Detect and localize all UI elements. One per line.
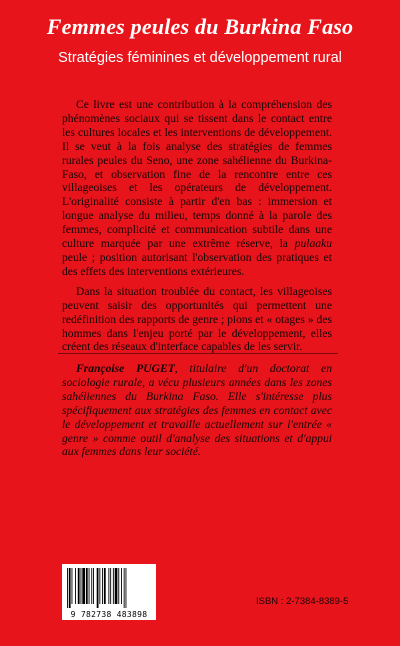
barcode xyxy=(62,564,156,620)
summary-p1-start: Ce livre est une contribution à la compréhension des phénomènes sociaux qui se tissent dans le contact entre les cultures locales et les interventions de développement. Il se veut à la fois analyse des stratégies de femmes rurales peules du Seno, une zone sahélienne du Burkina-Faso, et observation fine de la rencontre entre ces villageoises et les opérateurs de développement. L'originalité consiste à partir d'en bas : immersion et longue analyse du milieu, temps donné à la parole des femmes, complicité et communication subtile dans une culture marquée par une extrême réserve, la xyxy=(62,98,332,251)
summary-p1-end: peule ; position autorisant l'observation des pratiques et des effets des interventions extérieures. xyxy=(62,250,332,278)
author-bio-text: , titulaire d'un doctorat en sociologie rurale, a vécu plusieurs années dans les zones sahéliennes du Burkina Faso. Elle s'intéresse plus spécifiquement aux stratégies des femmes en contact avec le développement et travaille actuellement sur l'entrée « genre » comme outil d'analyse des situations et d'appui aux femmes dans leur société. xyxy=(62,362,332,459)
barcode-digits: 9 782738 483898 xyxy=(70,610,148,619)
author-name: Françoise PUGET xyxy=(76,362,175,375)
author-paragraph xyxy=(62,362,332,459)
pulaaku-term: pulaaku xyxy=(294,237,332,251)
book-subtitle: Stratégies féminines et développement rural xyxy=(58,50,342,66)
section-divider xyxy=(58,353,338,354)
summary-paragraph-1 xyxy=(62,98,332,279)
barcode-bars-icon xyxy=(67,568,151,608)
author-bio xyxy=(62,362,332,459)
book-title: Femmes peules du Burkina Faso xyxy=(46,14,354,39)
summary-paragraph-2: Dans la situation troublée du contact, les villageoises peuvent saisir des opportunités qui permettent une redéfinition des rapports de genre ; pions et « otages » des hommes dans l'enjeu porté par le développement, elles créent des réseaux d'interface capables de les servir. xyxy=(62,284,332,354)
isbn-number: ISBN : 2-7384-8389-5 xyxy=(256,596,349,607)
summary-text xyxy=(62,98,332,360)
